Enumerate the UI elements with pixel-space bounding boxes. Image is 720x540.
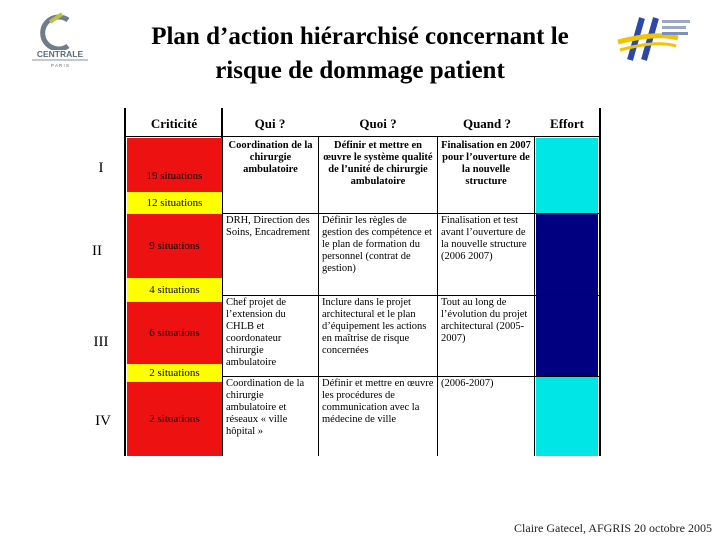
- logo-centrale-text: CENTRALE: [36, 49, 84, 59]
- table-right-border: [599, 108, 601, 456]
- row2-qui: DRH, Direction des Soins, Encadrement: [226, 215, 310, 238]
- criticite-block: 19 situations: [127, 138, 222, 214]
- page-title: [100, 20, 620, 88]
- row3-qui: Chef projet de l’extension du CHLB et coordonateur chirurgie ambulatoire: [226, 297, 287, 368]
- level-label-4: IV: [95, 413, 111, 429]
- row1-qui: Coordination de la chirurgie ambulatoire: [228, 140, 313, 175]
- header-quand: Quand ?: [462, 116, 512, 131]
- row4-qui: Coordination de la chirurgie ambulatoire et réseaux « ville hôpital »: [226, 378, 305, 437]
- row2-quoi: Définir les règles de gestion des compétence et le plan de formation du personnel (contrat de gestion): [322, 215, 432, 274]
- centrale-logo-icon: [28, 12, 92, 68]
- centrale-paris-logo: [28, 12, 92, 68]
- column-divider: [318, 136, 319, 456]
- row2-quand: Finalisation et test avant l’ouverture de la nouvelle structure (2006 2007): [441, 215, 527, 262]
- action-plan-table: [124, 108, 602, 456]
- row4-quand: (2006-2007): [441, 378, 494, 389]
- hospital-logo-icon: [616, 12, 700, 72]
- table-left-border: [124, 108, 126, 456]
- level-label-3: III: [93, 334, 109, 350]
- hospital-logo: [616, 12, 700, 72]
- row3-quoi: Inclure dans le projet architectural et le plan d’équipement les actions en maîtrise de risque concernées: [322, 297, 427, 356]
- row1-quoi: Définir et mettre en œuvre le système qualité de l’unité de chirurgie ambulatoire: [323, 140, 433, 187]
- row4-quoi: Définir et mettre en œuvre les procédures de communication avec la médecine de ville: [322, 378, 434, 425]
- column-divider: [534, 136, 535, 456]
- criticite-block: 4 situations: [127, 278, 222, 302]
- title-line-2: risque de dommage patient: [215, 57, 505, 84]
- row3-quand: Tout au long de l’évolution du projet architectural (2005-2007): [441, 297, 528, 344]
- row1-effort: [536, 138, 598, 213]
- header-effort: Effort: [550, 116, 584, 131]
- row2-effort: [536, 214, 598, 295]
- criticite-block: 6 situations: [127, 302, 222, 364]
- header-quoi: Quoi ?: [359, 116, 397, 131]
- criticite-block: 2 situations: [127, 364, 222, 382]
- logo-paris-text: P A R I S: [51, 63, 69, 68]
- level-label-2: II: [92, 243, 102, 259]
- title-line-1: Plan d’action hiérarchisé concernant le: [151, 23, 569, 50]
- criticite-block: 9 situations: [127, 214, 222, 278]
- row4-effort: [536, 377, 598, 456]
- criticite-block: 12 situations: [127, 192, 222, 214]
- footer-credit: Claire Gatecel, AFGRIS 20 octobre 2005: [514, 521, 712, 535]
- header-criticite: Criticité: [150, 116, 198, 131]
- row1-quand: Finalisation en 2007 pour l’ouverture de la nouvelle structure: [441, 140, 531, 187]
- header-qui: Qui ?: [254, 116, 286, 131]
- column-divider: [437, 136, 438, 456]
- criticite-block: 2 situations: [127, 382, 222, 456]
- level-label-1: I: [98, 160, 104, 176]
- row3-effort: [536, 296, 598, 376]
